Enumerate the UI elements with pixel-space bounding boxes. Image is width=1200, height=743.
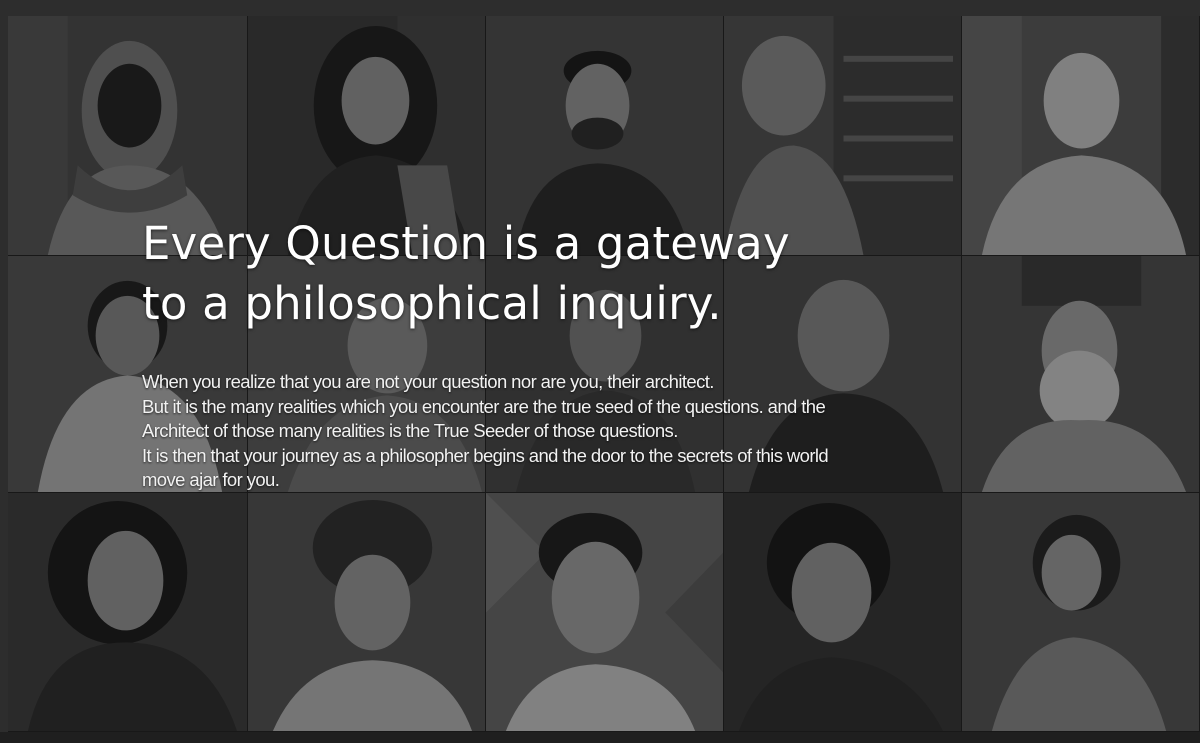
description-line: It is then that your journey as a philosopher begins and the door to the secrets of this world xyxy=(142,444,829,466)
portrait-tile xyxy=(724,493,962,732)
headline-line: to a philosophical inquiry. xyxy=(142,277,722,330)
description-line: But it is the many realities which you encounter are the true seed of the questions. and the xyxy=(142,395,826,417)
hero-headline xyxy=(142,214,790,334)
portrait-tile xyxy=(248,493,486,732)
headline-line: Every Question is a gateway xyxy=(142,217,790,270)
description-line: When you realize that you are not your question nor are you, their architect. xyxy=(142,371,714,392)
hero-description xyxy=(142,370,1072,493)
portrait-tile xyxy=(962,493,1200,732)
portrait-tile xyxy=(486,493,724,732)
portrait-tile xyxy=(8,493,248,732)
description-line: Architect of those many realities is the True Seeder of those questions. xyxy=(142,420,678,442)
description-line: move ajar for you. xyxy=(142,469,280,491)
bottom-border xyxy=(0,732,1200,743)
portrait-tile xyxy=(962,16,1200,256)
